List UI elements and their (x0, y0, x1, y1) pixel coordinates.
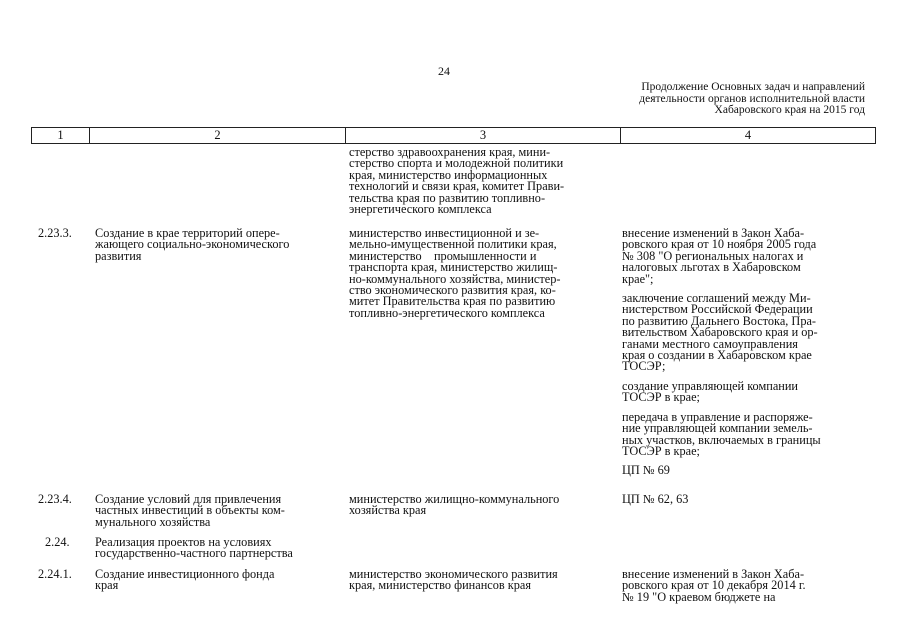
continuation-title (535, 82, 865, 117)
text-line: стерство спорта и молодежной политики (349, 156, 564, 171)
text-line: передача в управление и распоряже- (622, 409, 813, 424)
text-line: ных участков, включаемых в границы (622, 432, 821, 447)
text-line: тельства края по развитию топливно- (349, 190, 546, 205)
text-line: Реализация проектов на условиях (95, 535, 272, 549)
text-line: частных инвестиций в объекты ком- (95, 503, 285, 518)
row-task (95, 569, 340, 592)
text-line: края о создании в Хабаровском крае (622, 348, 812, 363)
page-number: 24 (438, 64, 450, 78)
text-line: налоговых льготах в Хабаровском (622, 260, 801, 275)
text-line: ТОСЭР в крае; (622, 443, 700, 458)
row-task (95, 537, 340, 560)
text-line: заключение соглашений между Ми- (622, 291, 811, 306)
row-task (95, 228, 340, 262)
text-line: Создание инвестиционного фонда (95, 567, 275, 581)
continuation-line: Хабаровского края на 2015 год (714, 104, 865, 116)
text-line: нистерством Российской Федерации (622, 302, 813, 317)
row-number: 2.24.1. (38, 567, 72, 581)
row-number: 2.23.4. (38, 492, 72, 506)
text-line: создание управляющей компании (622, 378, 799, 393)
row-executors (349, 569, 611, 592)
result-paragraph (622, 293, 872, 373)
top-row-col3 (349, 147, 611, 215)
row-results (622, 494, 872, 505)
text-line: государственно-частного партнерства (95, 546, 293, 561)
text-line: ЦП № 69 (622, 463, 670, 478)
table-header-row (31, 127, 876, 144)
header-col-2: 2 (90, 128, 346, 143)
text-line: Создание в крае территорий опере- (95, 226, 280, 240)
text-line: вительством Хабаровского края и ор- (622, 325, 818, 340)
text-line: крае"; (622, 271, 654, 286)
header-col-4: 4 (744, 128, 752, 142)
text-line: министерство промышленности и (349, 248, 537, 263)
text-line: жающего социально-экономического (95, 237, 290, 252)
text-line: ЦП № 62, 63 (622, 492, 689, 506)
text-line: министерство экономического развития (349, 567, 558, 581)
row-number: 2.23.3. (38, 226, 72, 240)
text-line: внесение изменений в Закон Хаба- (622, 226, 805, 240)
text-line: мельно-имущественной политики края, (349, 237, 557, 252)
text-line: ТОСЭР в крае; (622, 390, 700, 405)
result-paragraph (622, 409, 872, 458)
text-line: № 19 "О краевом бюджете на (622, 589, 776, 604)
text-line: митет Правительства края по развитию (349, 294, 556, 309)
result-paragraph (622, 228, 872, 285)
text-line: топливно-энергетического комплекса (349, 305, 545, 320)
text-line: хозяйства края (349, 503, 427, 518)
text-line: Создание условий для привлечения (95, 492, 282, 506)
text-line: внесение изменений в Закон Хаба- (622, 567, 805, 581)
text-line: ние управляющей компании земель- (622, 421, 813, 436)
result-paragraph (622, 378, 872, 405)
text-line: края (95, 578, 119, 593)
text-line: края, министерство финансов края (349, 578, 532, 593)
text-line: министерство жилищно-коммунального (349, 492, 560, 506)
row-results (622, 228, 872, 477)
row-executors (349, 494, 611, 517)
text-line: по развитию Дальнего Востока, Пра- (622, 313, 817, 328)
text-line: транспорта края, министерство жилищ- (349, 260, 558, 275)
text-line: ство экономического развития края, ко- (349, 283, 556, 298)
text-line: энергетического комплекса (349, 202, 492, 217)
row-task (95, 494, 340, 528)
text-line: ровского края от 10 ноября 2005 года (622, 237, 817, 252)
text-line: технологий и связи края, комитет Прави- (349, 179, 565, 194)
text-line: № 308 "О региональных налогах и (622, 248, 804, 263)
header-col-3: 3 (346, 128, 621, 143)
text-line: ровского края от 10 декабря 2014 г. (622, 578, 806, 593)
header-col-1: 1 (32, 128, 90, 143)
text-line: ТОСЭР; (622, 359, 666, 374)
text-line: края, министерство информационных (349, 167, 548, 182)
row-number: 2.24. (45, 535, 70, 549)
row-results (622, 569, 872, 603)
text-line: министерство инвестиционной и зе- (349, 226, 540, 240)
text-line: развития (95, 248, 142, 263)
continuation-line: деятельности органов исполнительной власти (639, 92, 865, 105)
text-line: мунального хозяйства (95, 514, 211, 529)
text-line: ганами местного самоуправления (622, 336, 798, 351)
text-line: но-коммунального хозяйства, министер- (349, 271, 561, 286)
result-paragraph (622, 465, 872, 476)
continuation-line: Продолжение Основных задач и направлений (641, 81, 865, 93)
row-executors (349, 228, 611, 319)
text-line: стерство здравоохранения края, мини- (349, 145, 551, 159)
